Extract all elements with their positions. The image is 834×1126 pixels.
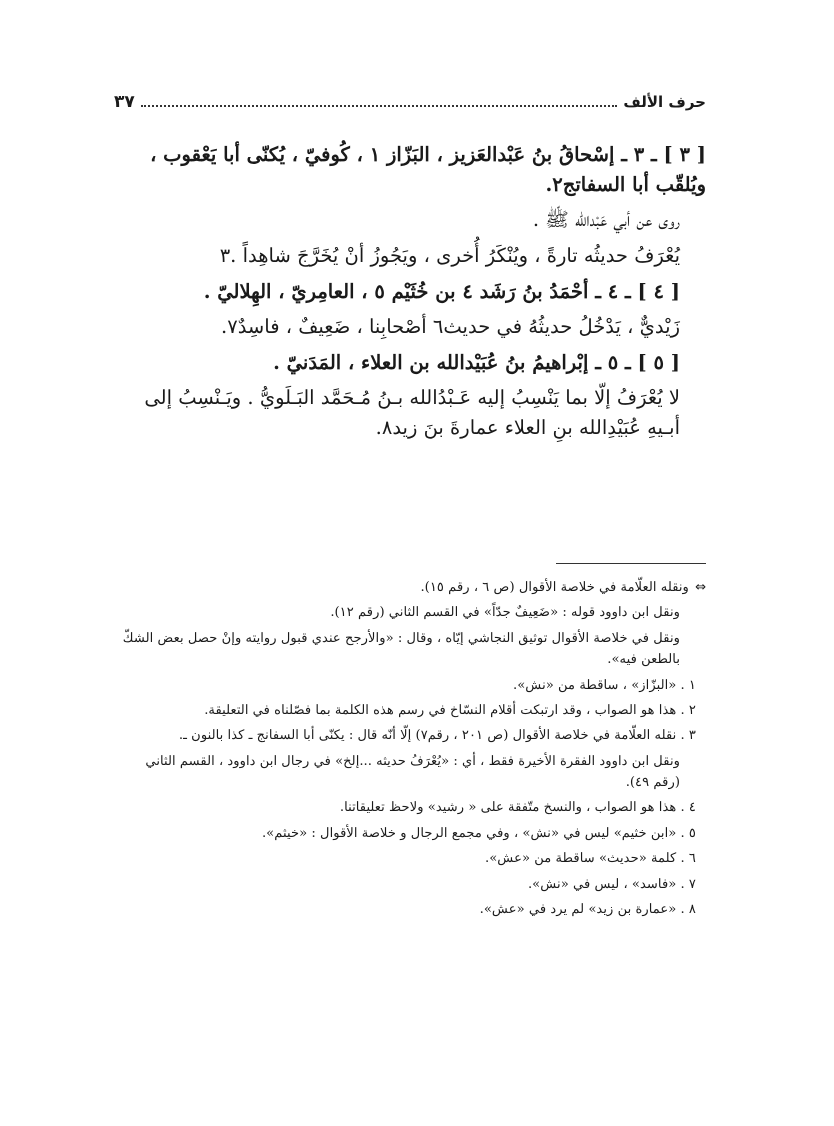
footnote-item: ٢ . هذا هو الصواب ، وقد ارتبكت أقلام النسّاخ في رسم هذه الكلمة بما فصّلناه في التعليقة. (204, 702, 696, 718)
dotted-leader (141, 105, 618, 107)
page-number: ٣٧ (114, 92, 135, 112)
footnote-item: ٣ . نقله العلّامة في خلاصة الأقوال (ص ٢٠١ ، رقم٧) إلّا أنّه قال : يكنّى أبا السفانج ـ كذا بالنون ـ. (178, 728, 696, 744)
entry-text: روى عن أبي عَبْدالله ﷺ . (532, 208, 680, 232)
footnote-item: ونقل ابن داوود الفقرة الأخيرة فقط ، أي : «يُعْرَفُ حديثه ...إلخ» في رجال ابن داوود ، القسم الثاني (رقم ٤٩). (145, 753, 680, 790)
footnote-item: ٦ . كلمة «حديث» ساقطة من «عش». (485, 851, 696, 867)
footnote-item: ١ . «البزّاز» ، ساقطة من «نش». (513, 677, 696, 693)
footnote-separator (556, 563, 706, 564)
main-text (120, 140, 706, 449)
entry-text: لا يُعْرَفُ إلّا بما يَنْسِبُ إليه عَـبْدُالله بـنُ مُـحَمَّد البَـلَويُّ . ويَـنْسِبُ إلى أبـيهِ عُبَيْدِالله بنِ العلاء عمارةَ بنَ زيد٨. (144, 386, 680, 439)
footnote-item: ٤ . هذا هو الصواب ، والنسخ متّفقة على « رشيد» ولاحظ تعليقاتنا. (339, 800, 696, 816)
footnote-continued: ⇔ونقله العلّامة في خلاصة الأقوال (ص ٦ ، رقم ١٥). (420, 580, 706, 595)
continuation-arrow-icon: ⇔ (694, 580, 706, 595)
page-header (114, 92, 706, 112)
footnote-continued: ونقل في خلاصة الأقوال توثيق النجاشي إيّاه ، وقال : «والأرجح عندي قبول روايته وإنْ حصل بعض الشكّ بالطعن فيه». (122, 630, 680, 668)
entry-heading: [ ٥ ] ـ ٥ ـ إبْراهيمُ بنُ عُبَيْدالله بن العلاء ، المَدَنيّ . (273, 350, 680, 374)
footnote-item: ٥ . «ابن خثيم» ليس في «نش» ، وفي مجمع الرجال و خلاصة الأقوال : «خيثم». (261, 825, 696, 841)
entry-heading: [ ٣ ] ـ ٣ ـ إسْحاقُ بنُ عَبْدالعَزيز ، البَزّاز ١ ، كُوفيّ ، يُكنّى أبا يَعْقوب ، ويُلقّب أبا السفاتج٢. (150, 143, 706, 196)
entry-text: زَيْديٌّ ، يَدْخُلُ حديثُهُ في حديث٦ أصْحابِنا ، ضَعِيفٌ ، فاسِدٌ٧. (221, 315, 680, 339)
section-title: حرف الألف (623, 93, 706, 111)
footnote-item: ٨ . «عمارة بن زيد» لم يرد في «عش». (479, 901, 696, 917)
entry-text: يُعْرَفُ حديثُه تارةً ، ويُنْكَرُ أُخرى ، ويَجُوزُ أنْ يُخَرَّجَ شاهِداً .٣ (219, 243, 680, 267)
footnote-continued: ونقل ابن داوود قوله : «ضَعِيفٌ جدّاً» في القسم الثاني (رقم ١٢). (330, 605, 680, 621)
entry-heading: [ ٤ ] ـ ٤ ـ أحْمَدُ بنُ رَشَد ٤ بن خُثَيْم ٥ ، العامِريّ ، الهِلاليّ . (203, 279, 680, 303)
footnotes (118, 577, 706, 924)
footnote-item: ٧ . «فاسد» ، ليس في «نش». (527, 876, 696, 892)
